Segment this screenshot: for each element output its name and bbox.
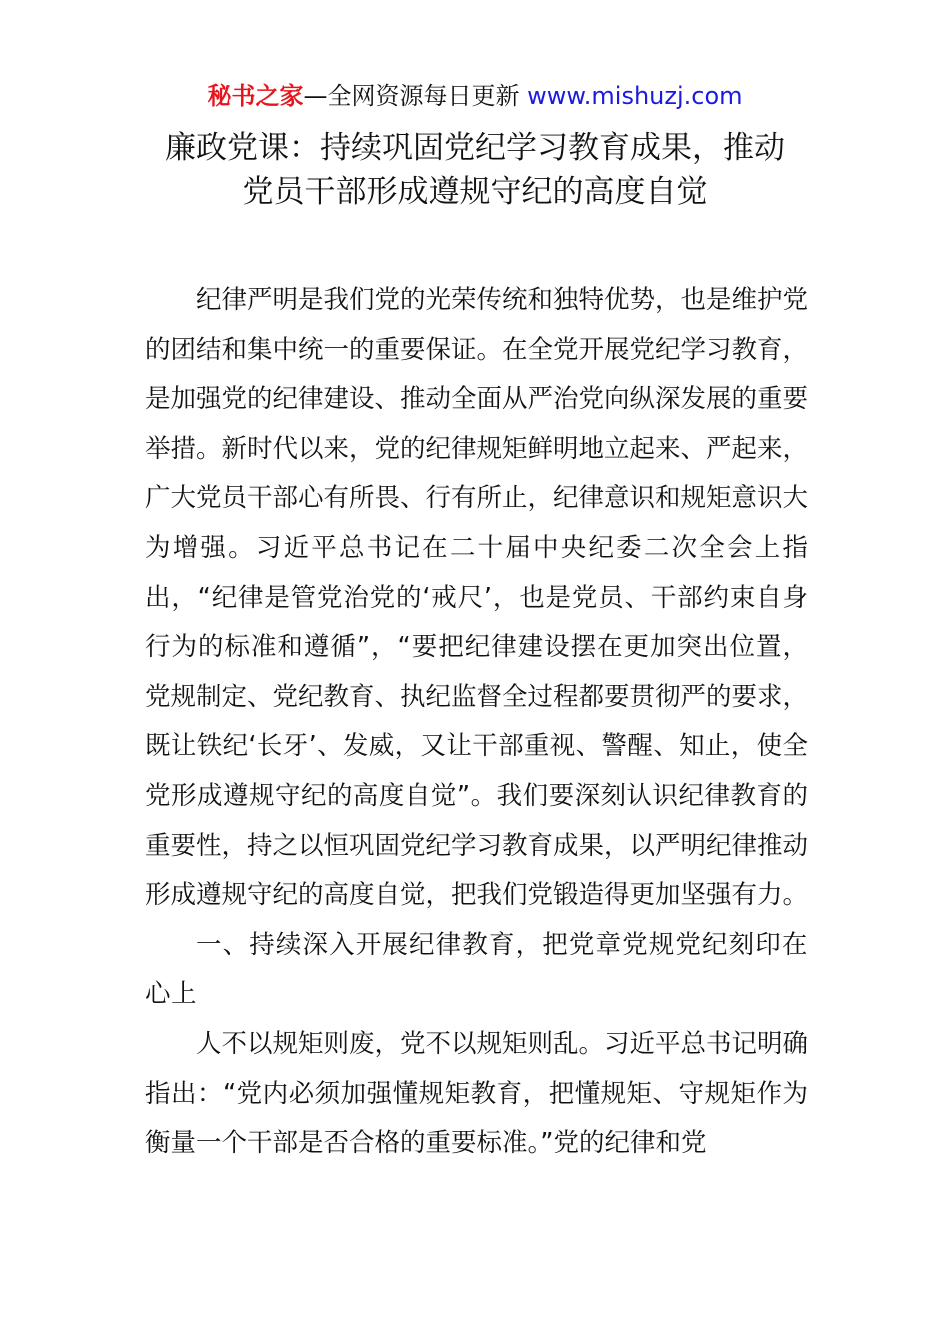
document-title — [100, 126, 850, 214]
section-heading-1: 一、持续深入开展纪律教育，把党章党规党纪刻印在心上 — [145, 929, 808, 1010]
title-line-1: 廉政党课：持续巩固党纪学习教育成果，推动 — [165, 130, 785, 166]
brand-name: 秘书之家 — [207, 82, 304, 110]
site-url-link[interactable]: www.mishuzj.com — [527, 82, 743, 110]
section-1-paragraph: 人不以规矩则废，党不以规矩则乱。习近平总书记明确指出：“党内必须加强懂规矩教育，把懂规矩、守规矩作为衡量一个干部是否合格的重要标准。”党的纪律和党 — [145, 1028, 809, 1159]
intro-paragraph: 纪律严明是我们党的光荣传统和独特优势，也是维护党的团结和集中统一的重要保证。在全党开展党纪学习教育，是加强党的纪律建设、推动全面从严治党向纵深发展的重要举措。新时代以来，党的纪律规矩鲜明地立起来、严起来，广大党员干部心有所畏、行有所止，纪律意识和规矩意识大为增强。习近平总书记在二十届中央纪委二次全会上指出，“纪律是管党治党的‘戒尺’，也是党员、干部约束自身行为的标准和遵循”，“要把纪律建设摆在更加突出位置，党规制定、党纪教育、执纪监督全过程都要贯彻严的要求，既让铁纪‘长牙’、发威，又让干部重视、警醒、知止，使全党形成遵规守纪的高度自觉”。我们要深刻认识纪律教育的重要性，持之以恒巩固党纪学习教育成果，以严明纪律推动形成遵规守纪的高度自觉，把我们党锻造得更加坚强有力。 — [145, 285, 809, 911]
header-slogan: —全网资源每日更新 — [303, 82, 528, 110]
document-body — [145, 276, 808, 1169]
title-line-2: 党员干部形成遵规守纪的高度自觉 — [242, 174, 708, 210]
site-header — [0, 80, 950, 112]
